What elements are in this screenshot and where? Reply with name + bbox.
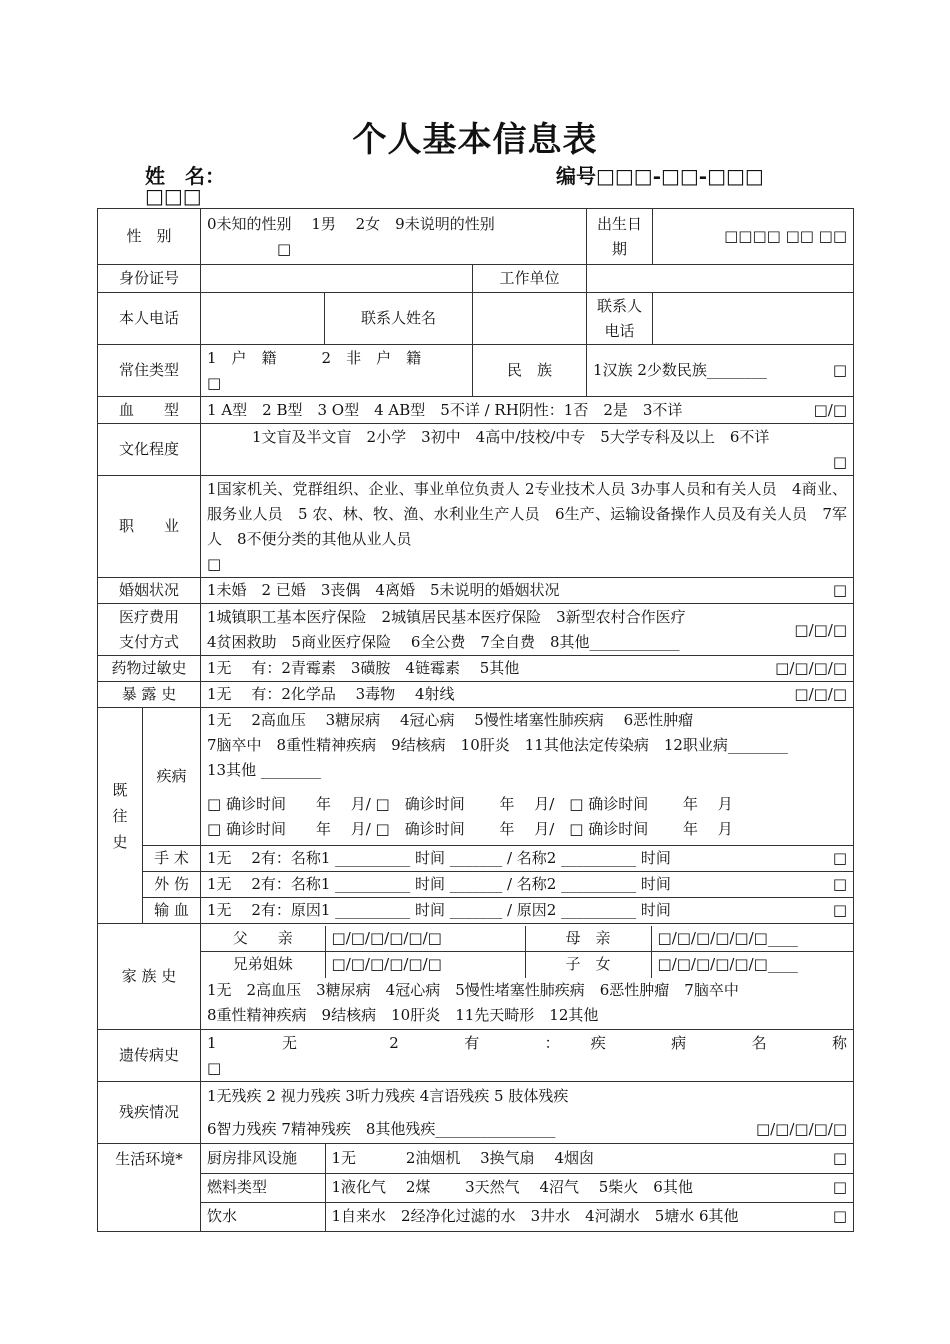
id-field[interactable] (201, 265, 473, 293)
payment-label (98, 604, 201, 656)
surgery-box[interactable]: □ (832, 849, 848, 867)
marriage-label: 婚姻状况 (98, 578, 201, 604)
contact-phone-label: 联系人电话 (587, 293, 653, 345)
occupation-cell[interactable] (201, 476, 854, 578)
phone-field[interactable] (201, 293, 325, 345)
water-box[interactable]: □ (832, 1207, 848, 1226)
disability-label: 残疾情况 (98, 1082, 201, 1144)
marriage-cell[interactable] (201, 578, 854, 604)
water-label: 饮水 (201, 1202, 325, 1231)
surgery-cell[interactable] (201, 846, 854, 872)
residence-options: 1 户 籍 2 非 户 籍 (207, 348, 422, 367)
gender-box[interactable]: □ (277, 239, 292, 258)
trauma-box[interactable]: □ (832, 875, 848, 893)
disability-boxes[interactable]: □/□/□/□/□ (755, 1119, 848, 1138)
disease-line2: 7脑卒中 8重性精神疾病 9结核病 10肝炎 11其他法定传染病 12职业病________ (207, 736, 788, 754)
child-boxes[interactable]: □/□/□/□/□/□____ (651, 952, 853, 978)
kitchen-box[interactable]: □ (832, 1148, 848, 1167)
kitchen-label: 厨房排风设施 (201, 1144, 325, 1173)
disability-line1: 1无残疾 2 视力残疾 3听力残疾 4言语残疾 5 肢体残疾 (207, 1086, 569, 1105)
ethnic-options: 1汉族 2少数民族________ (593, 361, 767, 379)
education-label: 文化程度 (98, 424, 201, 476)
family-label: 家 族 史 (98, 924, 201, 1030)
disease-line1: 1无 2高血压 3糖尿病 4冠心病 5慢性堵塞性肺疾病 6恶性肿瘤 (207, 711, 694, 729)
kitchen-cell[interactable] (325, 1144, 853, 1173)
blood-label: 血 型 (98, 397, 201, 424)
trauma-label: 外 伤 (143, 872, 201, 898)
family-cell (201, 924, 854, 1030)
transfusion-box[interactable]: □ (832, 901, 848, 919)
living-label: 生活环境* (98, 1144, 201, 1232)
fuel-cell[interactable] (325, 1173, 853, 1202)
contact-name-field[interactable] (473, 293, 587, 345)
genetic-options: 1 无 2 有 ： 疾 病 名 称 (207, 1033, 848, 1052)
exposure-label: 暴 露 史 (98, 682, 201, 708)
payment-line1: 1城镇职工基本医疗保险 2城镇居民基本医疗保险 3新型农村合作医疗 (207, 607, 686, 626)
allergy-options: 1无 有：2青霉素 3磺胺 4链霉素 5其他 (207, 659, 520, 677)
genetic-label: 遗传病史 (98, 1030, 201, 1082)
contact-phone-field[interactable] (653, 293, 854, 345)
payment-cell[interactable] (201, 604, 854, 656)
blood-options: 1 A型 2 B型 3 O型 4 AB型 5不详 / RH阴性：1否 2是 3不详 (207, 400, 683, 419)
ethnic-box[interactable]: □ (832, 361, 848, 379)
gender-label: 性 别 (98, 209, 201, 265)
fuel-options: 1液化气 2煤 3天然气 4沼气 5柴火 6其他 (331, 1178, 693, 1196)
sibling-label: 兄弟姐妹 (201, 952, 325, 978)
residence-box[interactable]: □ (207, 373, 222, 392)
disability-cell[interactable] (201, 1082, 854, 1144)
allergy-boxes[interactable]: □/□/□/□ (775, 659, 848, 677)
marriage-options: 1未婚 2 已婚 3丧偶 4离婚 5未说明的婚姻状况 (207, 581, 560, 599)
genetic-box[interactable]: □ (207, 1058, 222, 1077)
occupation-options: 1国家机关、党群组织、企业、事业单位负责人 2专业技术人员 3办事人员和有关人员 4商业、服务业人员 5 农、林、牧、渔、水利业生产人员 6生产、运输设备操作人员及有关人员 7军人 8不便分类的其他从业人员 (207, 479, 848, 548)
water-cell[interactable] (325, 1202, 853, 1231)
trauma-text: 1无 2有：名称1 __________ 时间 _______ / 名称2 __________ 时间 (207, 875, 671, 893)
info-form-table (97, 208, 854, 1232)
work-label: 工作单位 (473, 265, 587, 293)
payment-label-line2: 支付方式 (119, 632, 180, 651)
gender-cell[interactable] (201, 209, 587, 265)
genetic-cell[interactable] (201, 1030, 854, 1082)
diagnosis-line1[interactable]: □ 确诊时间 年 月/ □ 确诊时间 年 月/ □ 确诊时间 年 月 (207, 795, 733, 813)
history-label: 既往史 (98, 708, 143, 924)
disease-cell[interactable] (201, 708, 854, 846)
education-cell[interactable] (201, 424, 854, 476)
payment-boxes[interactable]: □/□/□ (794, 620, 848, 639)
phone-label: 本人电话 (98, 293, 201, 345)
education-box[interactable]: □ (832, 452, 848, 471)
exposure-boxes[interactable]: □/□/□ (794, 685, 848, 703)
page-title: 个人基本信息表 (352, 120, 598, 160)
occupation-box[interactable]: □ (207, 554, 222, 573)
payment-line2: 4贫困救助 5商业医疗保险 6全公费 7全自费 8其他____________ (207, 632, 680, 651)
sibling-boxes[interactable]: □/□/□/□/□/□ (325, 952, 525, 978)
disability-line2: 6智力残疾 7精神残疾 8其他残疾________________ (207, 1119, 556, 1138)
water-options: 1自来水 2经净化过滤的水 3井水 4河湖水 5塘水 6其他 (331, 1207, 739, 1226)
ethnic-label: 民 族 (473, 345, 587, 397)
marriage-box[interactable]: □ (832, 581, 848, 599)
father-boxes[interactable]: □/□/□/□/□/□ (325, 926, 525, 952)
allergy-cell[interactable] (201, 656, 854, 682)
trauma-cell[interactable] (201, 872, 854, 898)
blood-boxes[interactable]: □/□ (813, 400, 848, 419)
residence-label: 常住类型 (98, 345, 201, 397)
fuel-label: 燃料类型 (201, 1173, 325, 1202)
id-label: 身份证号 (98, 265, 201, 293)
father-label: 父 亲 (201, 926, 325, 952)
occupation-label: 职 业 (98, 476, 201, 578)
ethnic-cell[interactable] (587, 345, 854, 397)
surgery-text: 1无 2有：名称1 __________ 时间 _______ / 名称2 __________ 时间 (207, 849, 671, 867)
name-label: 姓 名： (145, 164, 225, 188)
transfusion-cell[interactable] (201, 898, 854, 924)
number-label: 编号□□□-□□-□□□ (556, 164, 764, 188)
diagnosis-line2[interactable]: □ 确诊时间 年 月/ □ 确诊时间 年 月/ □ 确诊时间 年 月 (207, 820, 733, 838)
mother-label: 母 亲 (525, 926, 651, 952)
number-continuation: □□□ (145, 184, 202, 208)
birth-boxes[interactable]: □□□□ □□ □□ (653, 209, 854, 265)
transfusion-text: 1无 2有：原因1 __________ 时间 _______ / 原因2 __________ 时间 (207, 901, 671, 919)
living-cell (201, 1144, 854, 1232)
blood-cell[interactable] (201, 397, 854, 424)
allergy-label: 药物过敏史 (98, 656, 201, 682)
transfusion-label: 输 血 (143, 898, 201, 924)
work-field[interactable] (587, 265, 854, 293)
family-options-line1: 1无 2高血压 3糖尿病 4冠心病 5慢性堵塞性肺疾病 6恶性肿瘤 7脑卒中 (207, 980, 739, 999)
residence-cell[interactable] (201, 345, 473, 397)
disease-line3: 13其他 ________ (207, 761, 321, 779)
payment-label-line1: 医疗费用 (119, 607, 180, 626)
living-table (201, 1144, 853, 1231)
education-options: 1文盲及半文盲 2小学 3初中 4高中/技校/中专 5大学专科及以上 6不详 (252, 427, 770, 446)
contact-name-label: 联系人姓名 (325, 293, 473, 345)
exposure-options: 1无 有：2化学品 3毒物 4射线 (207, 685, 455, 703)
mother-boxes[interactable]: □/□/□/□/□/□____ (651, 926, 853, 952)
family-members-table (201, 926, 853, 978)
surgery-label: 手 术 (143, 846, 201, 872)
exposure-cell[interactable] (201, 682, 854, 708)
kitchen-options: 1无 2油烟机 3换气扇 4烟囱 (331, 1148, 594, 1167)
child-label: 子 女 (525, 952, 651, 978)
birth-label: 出生日期 (587, 209, 653, 265)
gender-options: 0未知的性别 1男 2女 9未说明的性别 (207, 214, 495, 233)
disease-label: 疾病 (143, 708, 201, 846)
family-options-line2: 8重性精神疾病 9结核病 10肝炎 11先天畸形 12其他 (207, 1005, 599, 1024)
fuel-box[interactable]: □ (832, 1178, 848, 1196)
